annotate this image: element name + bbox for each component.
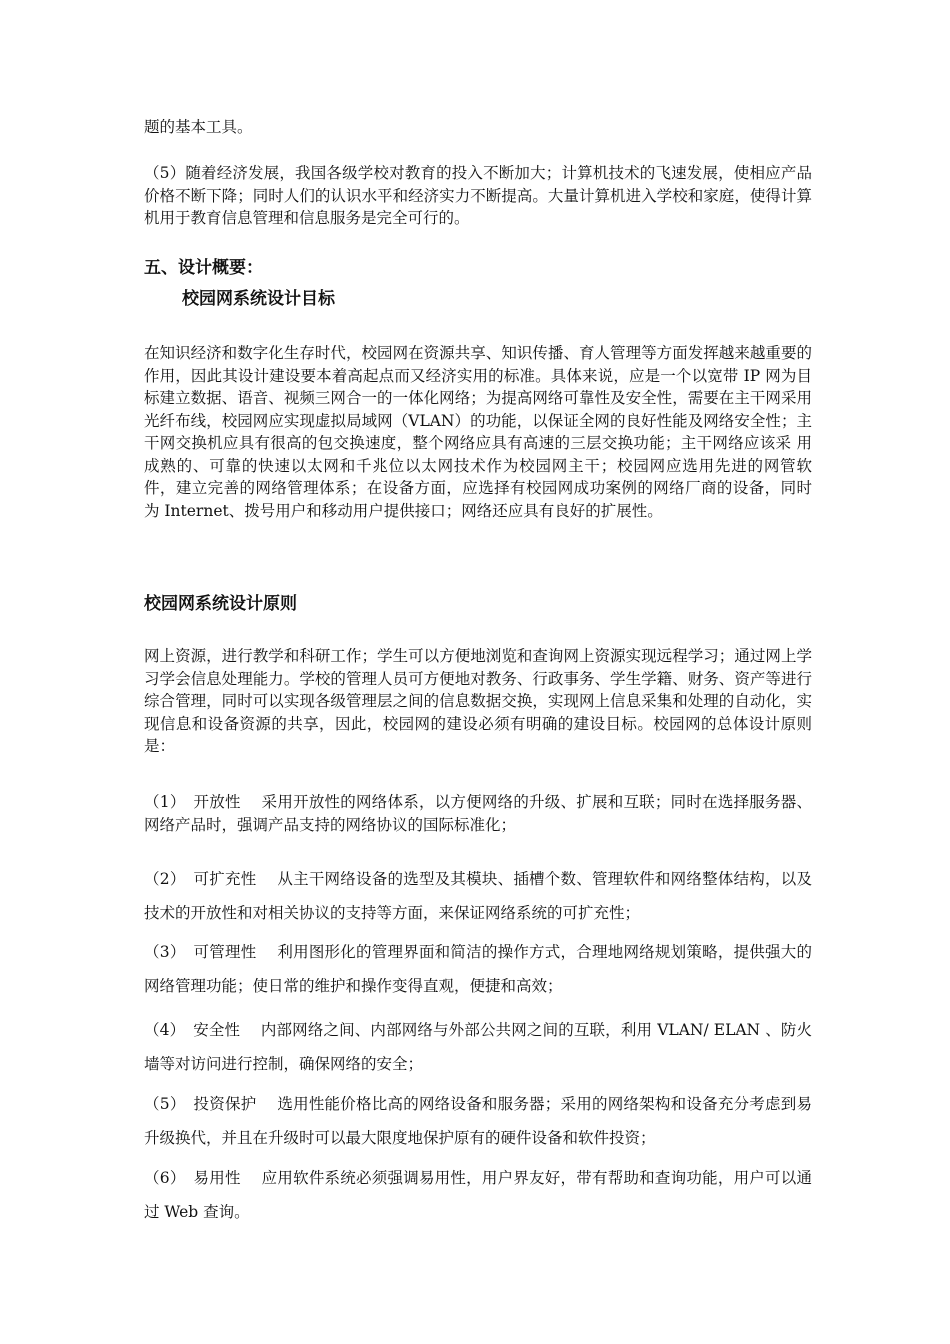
principle-scalability: （2） 可扩充性 从主干网络设备的选型及其模块、插槽个数、管理软件和网络整体结构，以及技术的开放性和对相关协议的支持等方面，来保证网络系统的可扩充性； [144, 870, 812, 922]
principle-usability: （6） 易用性 应用软件系统必须强调易用性，用户界友好，带有帮助和查询功能，用户可以通过 Web 查询。 [144, 1169, 812, 1221]
principle-security: （4） 安全性 内部网络之间、内部网络与外部公共网之间的互联，利用 VLAN/ ELAN 、防火墙等对访问进行控制，确保网络的安全； [144, 1021, 812, 1073]
principle-manageability: （3） 可管理性 利用图形化的管理界面和简洁的操作方式，合理地网络规划策略，提供强大的网络管理功能；使日常的维护和操作变得直观，便捷和高效； [144, 943, 812, 995]
principle-investment-protection: （5） 投资保护 选用性能价格比高的网络设备和服务器；采用的网络架构和设备充分考虑到易升级换代，并且在升级时可以最大限度地保护原有的硬件设备和软件投资； [144, 1095, 812, 1147]
paragraph-network-resources: 网上资源，进行教学和科研工作；学生可以方便地浏览和查询网上资源实现远程学习；通过网上学习学会信息处理能力。学校的管理人员可方便地对教务、行政事务、学生学籍、财务、资产等进行综合管理，同时可以实现各级管理层之间的信息数据交换，实现网上信息采集和处理的自动化，实现信息和设备资源的共享，因此，校园网的建设必须有明确的建设目标。校园网的总体设计原则是： [144, 647, 812, 755]
paragraph-tools-ending: 题的基本工具。 [144, 118, 253, 136]
section-heading-design-overview: 五、设计概要： [144, 258, 263, 278]
paragraph-design-goals: 在知识经济和数字化生存时代，校园网在资源共享、知识传播、育人管理等方面发挥越来越重要的作用，因此其设计建设要本着高起点而又经济实用的标准。具体来说，应是一个以宽带 IP 网为目标建立数据、语音、视频三网合一的一体化网络；为提高网络可靠性及安全性，需要在主干网采用光纤布线，校园网应实现虚拟局域网（VLAN）的功能，以保证全网的良好性能及网络安全性；主干网交换机应具有很高的包交换速度，整个网络应具有高速的三层交换功能；主干网络应该采 用成熟的、可靠的快速以太网和千兆位以太网技术作为校园网主干；校园网应选用先进的网管软 件，建立完善的网络管理体系；在设备方面，应选择有校园网成功案例的网络厂商的设备，同时 为 Internet、拨号用户和移动用户提供接口；网络还应具有良好的扩展性。 [144, 344, 812, 520]
subheading-design-principles: 校园网系统设计原则 [144, 594, 297, 614]
principle-openness: （1） 开放性 采用开放性的网络体系，以方便网络的升级、扩展和互联；同时在选择服务器、网络产品时，强调产品支持的网络协议的国际标准化； [144, 793, 812, 834]
subheading-design-goals: 校园网系统设计目标 [182, 289, 335, 309]
paragraph-economic-feasibility: （5）随着经济发展，我国各级学校对教育的投入不断加大；计算机技术的飞速发展，使相应产品价格不断下降；同时人们的认识水平和经济实力不断提高。大量计算机进入学校和家庭，使得计算机用于教育信息管理和信息服务是完全可行的。 [144, 164, 812, 227]
